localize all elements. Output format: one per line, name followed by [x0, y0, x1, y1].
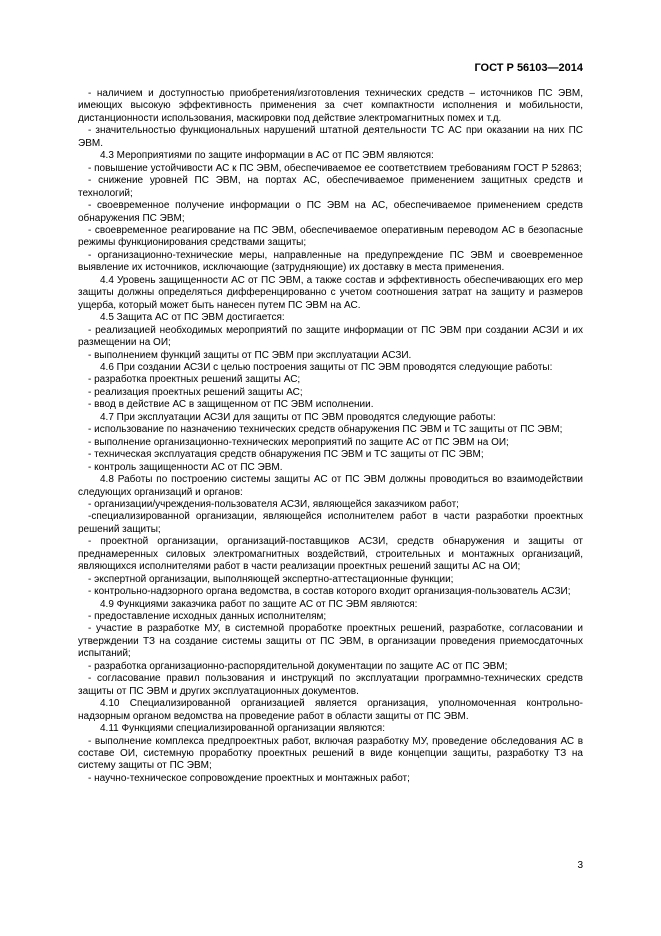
list-item: - научно-техническое сопровождение проектных и монтажных работ; [88, 772, 410, 784]
list-item: - использование по назначению технических средств обнаружения ПС ЭВМ и ТС защиты от ПС ЭВМ; [88, 424, 563, 436]
list-item: - повышение устойчивости АС к ПС ЭВМ, обеспечиваемое ее соответствием требованиям ГОСТ Р 52863; [88, 162, 582, 174]
list-item: - выполнением функций защиты от ПС ЭВМ при эксплуатации АСЗИ. [88, 349, 412, 361]
list-item: - экспертной организации, выполняющей экспертно-аттестационные функции; [88, 573, 454, 585]
list-item: - выполнение организационно-технических мероприятий по защите АС от ПС ЭВМ на ОИ; [88, 436, 509, 448]
section-paragraph: 4.3 Мероприятиями по защите информации в АС от ПС ЭВМ являются: [100, 150, 434, 162]
document-code-header: ГОСТ Р 56103—2014 [474, 62, 583, 74]
section-paragraph: 4.9 Функциями заказчика работ по защите АС от ПС ЭВМ являются: [100, 598, 418, 610]
document-body [78, 88, 583, 785]
section-paragraph: 4.8 Работы по построению системы защиты АС от ПС ЭВМ должны проводиться во взаимодействии следующих организаций и органов: [78, 474, 583, 498]
list-item: - своевременное реагирование на ПС ЭВМ, обеспечиваемое оперативным переводом АС в безопасные режимы функционирования средствами защиты; [78, 224, 583, 249]
list-item: - проектной организации, организаций-поставщиков АСЗИ, средств обнаружения и защиты от преднамеренных силовых электромагнитных воздействий, строительных и монтажных организаций, являющихся исполнителями работ в части реализации проектных решений защиты АС на ОИ; [78, 536, 583, 573]
list-item: - контроль защищенности АС от ПС ЭВМ. [88, 461, 283, 473]
section-paragraph: 4.7 При эксплуатации АСЗИ для защиты от ПС ЭВМ проводятся следующие работы: [100, 411, 496, 423]
section-paragraph: 4.10 Специализированной организацией является организация, уполномоченная контрольно-надзорным органом ведомства на проведение работ в области защиты от ПС ЭВМ. [78, 698, 583, 722]
section-paragraph: 4.11 Функциями специализированной организации являются: [100, 723, 385, 735]
list-item: -специализированной организации, являющейся исполнителем работ в части разработки проектных решений защиты; [78, 511, 583, 535]
list-item: - снижение уровней ПС ЭВМ, на портах АС, обеспечиваемое применением защитных средств и технологий; [78, 175, 583, 199]
list-item: - реализация проектных решений защиты АС; [88, 386, 303, 398]
list-item: - ввод в действие АС в защищенном от ПС ЭВМ исполнении. [88, 399, 374, 411]
page-number: 3 [577, 860, 583, 871]
list-item: - выполнение комплекса предпроектных работ, включая разработку МУ, проведение обследования АС в составе ОИ, системную проработку проектных решений в виде концепции защиты, разработку ТЗ на систему защиты от ПС ЭВМ; [78, 735, 583, 772]
list-item: - контрольно-надзорного органа ведомства, в состав которого входит организация-пользователь АСЗИ; [88, 586, 571, 598]
list-item: - своевременное получение информации о ПС ЭВМ на АС, обеспечиваемое применением средств обнаружения ПС ЭВМ; [78, 200, 583, 224]
list-item: - организационно-технические меры, направленные на предупреждение ПС ЭВМ и своевременное выявление их источников, исключающие (затрудняющие) их доставку в места применения. [78, 249, 583, 274]
list-item: - значительностью функциональных нарушений штатной деятельности ТС АС при оказании на них ПС ЭВМ. [78, 125, 583, 149]
section-paragraph: 4.6 При создании АСЗИ с целью построения защиты от ПС ЭВМ проводятся следующие работы: [100, 361, 553, 373]
section-paragraph: 4.4 Уровень защищенности АС от ПС ЭВМ, а также состав и эффективность обеспечивающих его мер защиты должны определяться дифференцированно с учетом соотношения затрат на защиту и размеров ущерба, который может быть нанесен путем ПС ЭВМ на АС. [78, 274, 583, 311]
section-paragraph: 4.5 Защита АС от ПС ЭВМ достигается: [100, 312, 285, 324]
list-item: - реализацией необходимых мероприятий по защите информации от ПС ЭВМ при создании АСЗИ и их размещении на ОИ; [78, 324, 583, 349]
list-item: - техническая эксплуатация средств обнаружения ПС ЭВМ и ТС защиты от ПС ЭВМ; [88, 449, 484, 461]
list-item: - участие в разработке МУ, в системной проработке проектных решений, разработке, согласовании и утверждении ТЗ на создание системы защиты от ПС ЭВМ, в организации проведения приемосдаточных испытаний; [78, 623, 583, 660]
list-item: - организации/учреждения-пользователя АСЗИ, являющейся заказчиком работ; [88, 498, 459, 510]
list-item: - разработка проектных решений защиты АС; [88, 374, 301, 386]
list-item: - разработка организационно-распорядительной документации по защите АС от ПС ЭВМ; [88, 660, 508, 672]
list-item: - наличием и доступностью приобретения/изготовления технических средств – источников ПС ЭВМ, имеющих высокую эффективность применения за счет компактности исполнения и мобильности, дистанционности использования, маскировки под действие электромагнитных помех и т.д. [78, 88, 583, 124]
list-item: - согласование правил пользования и инструкций по эксплуатации программно-технических средств защиты от ПС ЭВМ и других эксплуатационных документов. [78, 673, 583, 697]
list-item: - предоставление исходных данных исполнителям; [88, 611, 327, 623]
